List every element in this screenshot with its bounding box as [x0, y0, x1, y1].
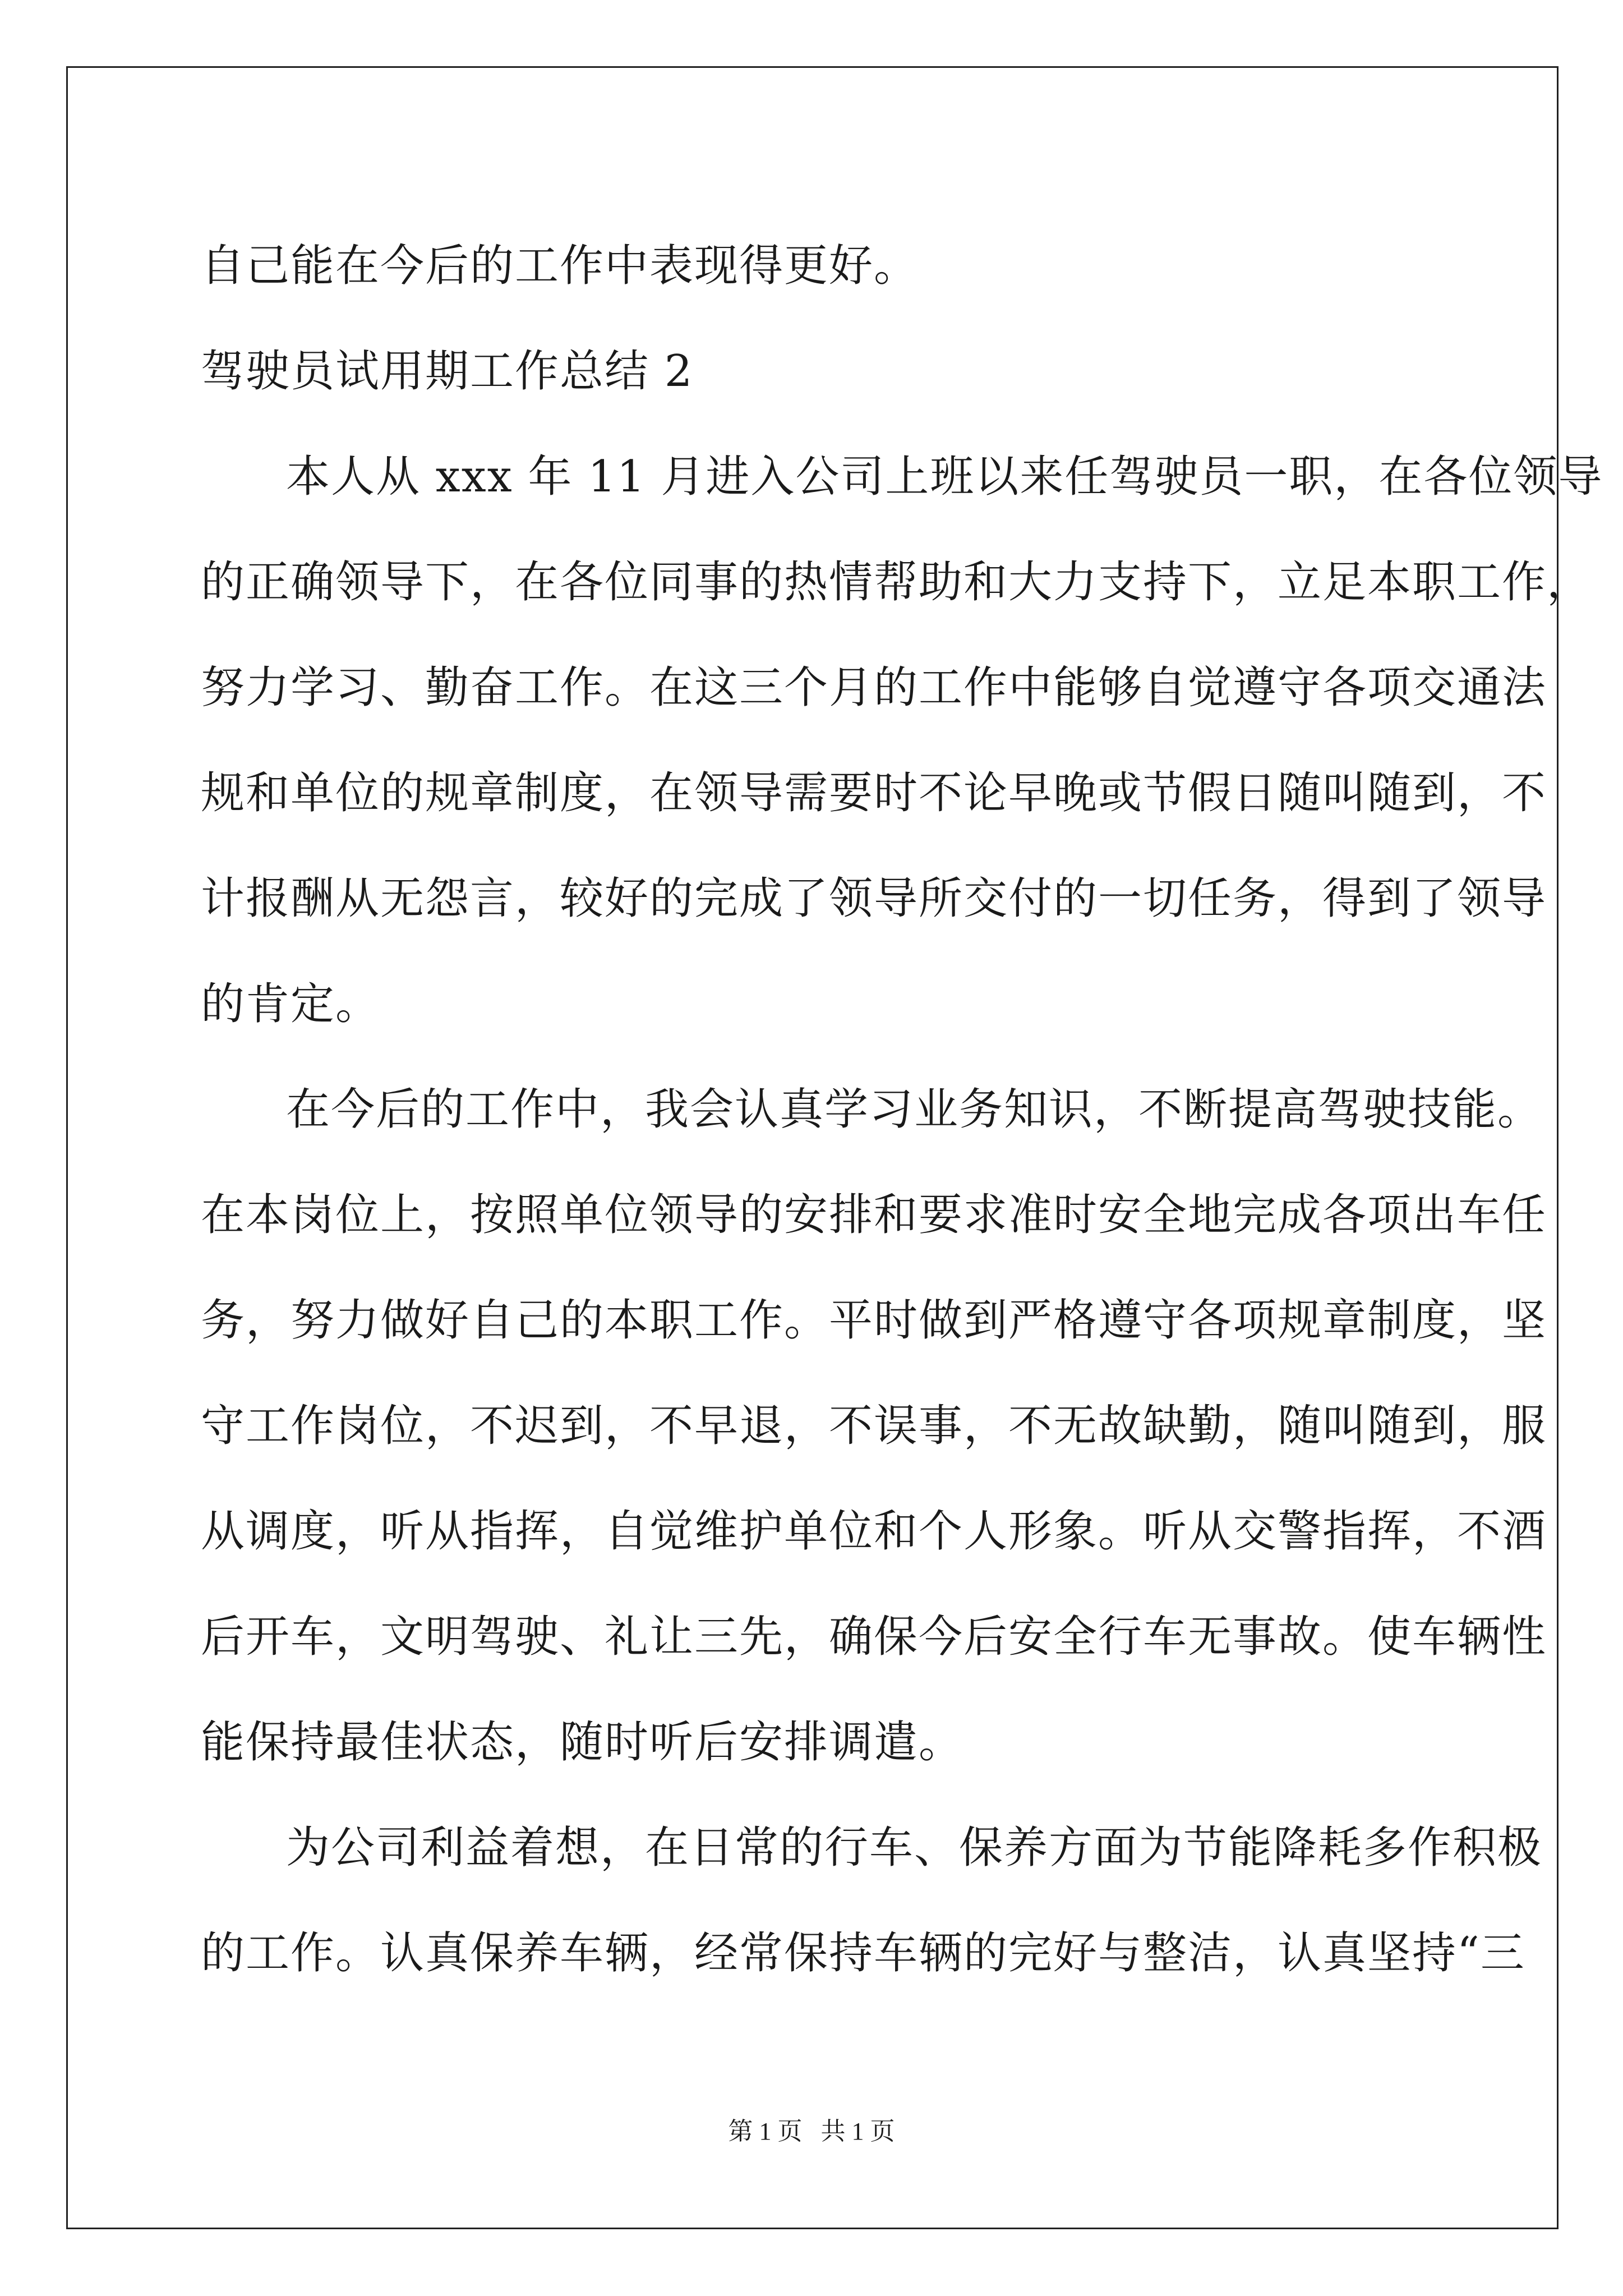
text-line: 在本岗位上，按照单位领导的安排和要求准时安全地完成各项出车任 — [201, 1190, 1547, 1240]
page-footer: 第 1 页 共 1 页 — [728, 2118, 895, 2145]
text-line: 能保持最佳状态，随时听后安排调遣。 — [201, 1717, 964, 1768]
text-line: 努力学习、勤奋工作。在这三个月的工作中能够自觉遵守各项交通法 — [201, 662, 1547, 713]
paragraph-first-line: 在今后的工作中，我会认真学习业务知识，不断提高驾驶技能。 — [286, 1084, 1543, 1135]
text-line: 的正确领导下，在各位同事的热情帮助和大力支持下，立足本职工作， — [201, 557, 1592, 608]
text-line: 的肯定。 — [201, 979, 381, 1029]
section-title: 驾驶员试用期工作总结 2 — [201, 346, 694, 397]
paragraph-first-line: 本人从 xxx 年 11 月进入公司上班以来任驾驶员一职，在各位领导 — [286, 452, 1603, 502]
document-body — [201, 213, 1603, 2006]
paragraph-first-line: 为公司利益着想，在日常的行车、保养方面为节能降耗多作积极 — [286, 1823, 1543, 1873]
text-line: 从调度，听从指挥，自觉维护单位和个人形象。听从交警指挥，不酒 — [201, 1506, 1547, 1557]
text-line: 守工作岗位，不迟到，不早退，不误事，不无故缺勤，随叫随到，服 — [201, 1401, 1547, 1451]
text-line: 计报酬从无怨言，较好的完成了领导所交付的一切任务，得到了领导 — [201, 873, 1547, 924]
text-line: 务，努力做好自己的本职工作。平时做到严格遵守各项规章制度，坚 — [201, 1295, 1547, 1346]
text-line: 后开车，文明驾驶、礼让三先，确保今后安全行车无事故。使车辆性 — [201, 1612, 1547, 1662]
text-line: 的工作。认真保养车辆，经常保持车辆的完好与整洁，认真坚持“三 — [201, 1928, 1525, 1978]
text-line: 规和单位的规章制度，在领导需要时不论早晚或节假日随叫随到，不 — [201, 768, 1547, 818]
text-line: 自己能在今后的工作中表现得更好。 — [201, 241, 919, 291]
